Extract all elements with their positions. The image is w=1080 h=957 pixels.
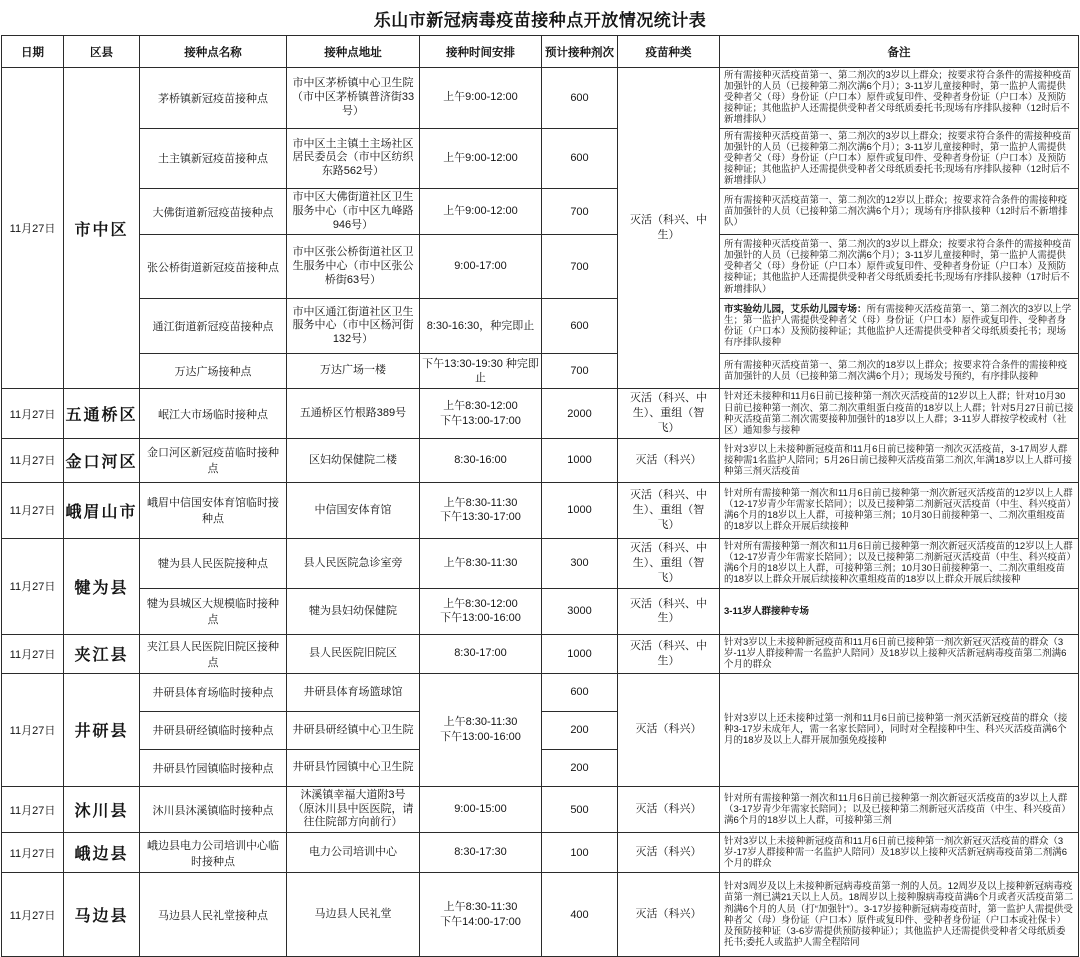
county-cell: 沐川县 bbox=[64, 786, 140, 832]
table-row bbox=[2, 438, 1079, 482]
time-cell: 8:30-17:30 bbox=[420, 833, 542, 873]
remark-cell bbox=[720, 634, 1079, 673]
col-header-county: 区县 bbox=[64, 36, 140, 68]
doses-cell: 600 bbox=[542, 299, 618, 354]
date-cell: 11月27日 bbox=[2, 833, 64, 873]
remark-text: 所有需接种灭活疫苗第一、第二剂次的3岁以上群众；按要求符合条件的需接种疫苗加强针的人员（已接种第二剂次满6个月）；3-11岁儿童接种时，第一监护人需提供受种者父（母）身份证（户口本）原件或复印件、受种者身份证（户口本）及预防接种证；其他监护人还需提供受种者父母纸质委托书;现场有序排队接种（17时后不新增排队） bbox=[724, 239, 1072, 295]
remark-text: 针对还未接种和11月6日前已接种第一剂次灭活疫苗的12岁以上人群；针对10月30日前已接种第一剂次、第二剂次重组蛋白疫苗的18岁以上人群；针对5月27日前已接种灭活疫苗第二剂次需要接种加强针的18岁以上人群；3-11岁人群按学校或村（社区）通知参与接种 bbox=[724, 391, 1074, 436]
vaccine-type-cell: 灭活（科兴、中生） bbox=[618, 634, 720, 673]
col-header-doses: 预计接种剂次 bbox=[542, 36, 618, 68]
remark-text: 针对3岁以上未接种新冠疫苗和11月6日前已接种第一剂次新冠灭活疫苗的群众（3岁-17岁人群接种需一名监护人陪同）及18岁以上接种灭活新冠病毒疫苗第二剂满6个月的群众 bbox=[724, 835, 1068, 870]
remark-cell bbox=[720, 482, 1079, 538]
vaccine-type-cell: 灭活（科兴、中生）、重组（智飞） bbox=[618, 389, 720, 439]
remark-text: 所有需接种灭活疫苗第一、第二剂次的3岁以上群众；按要求符合条件的需接种疫苗加强针的人员（已接种第二剂次满6个月）；3-11岁儿童接种时，第一监护人需提供受种者父（母）身份证（户口本）原件或复印件、受种者身份证（户口本）及预防接种证；其他监护人还需提供受种者父母纸质委托书;现场有序排队接种（12时后不新增排队） bbox=[724, 130, 1072, 186]
table-row bbox=[2, 235, 1079, 299]
doses-cell: 1000 bbox=[542, 482, 618, 538]
county-cell: 市中区 bbox=[64, 68, 140, 389]
header-row bbox=[2, 36, 1079, 68]
remark-cell bbox=[720, 873, 1079, 957]
doses-cell: 300 bbox=[542, 538, 618, 588]
doses-cell: 3000 bbox=[542, 588, 618, 634]
remark-text: 针对所有需接种第一剂次和11月6日前已接种第一剂次新冠灭活疫苗的12岁以上人群（12-17岁青少年需家长陪同）；以及已接种第二剂新冠灭活疫苗（中生、科兴疫苗）满6个月的18岁以上人群，可接种第三剂；10月30日前接种第一、二剂次重组疫苗的18岁以上群众开展后续接种 bbox=[724, 488, 1073, 533]
county-cell: 犍为县 bbox=[64, 538, 140, 634]
doses-cell: 600 bbox=[542, 673, 618, 711]
site-name-cell: 峨边县电力公司培训中心临时接种点 bbox=[140, 833, 287, 873]
site-address-cell: 万达广场一楼 bbox=[287, 354, 420, 389]
site-address-cell: 市中区通江街道社区卫生服务中心（市中区杨河街132号） bbox=[287, 299, 420, 354]
time-cell: 8:30-16:30，种完即止 bbox=[420, 299, 542, 354]
doses-cell: 200 bbox=[542, 711, 618, 749]
site-name-cell: 犍为县城区大规模临时接种点 bbox=[140, 588, 287, 634]
time-cell: 上午8:30-11:30 下午14:00-17:00 bbox=[420, 873, 542, 957]
col-header-vaccine: 疫苗种类 bbox=[618, 36, 720, 68]
vaccine-type-cell: 灭活（科兴） bbox=[618, 786, 720, 832]
table-row bbox=[2, 189, 1079, 235]
doses-cell: 1000 bbox=[542, 438, 618, 482]
site-name-cell: 井研县研经镇临时接种点 bbox=[140, 711, 287, 749]
remark-cell bbox=[720, 389, 1079, 439]
remark-cell bbox=[720, 538, 1079, 588]
site-name-cell: 沐川县沐溪镇临时接种点 bbox=[140, 786, 287, 832]
site-address-cell: 市中区土主镇土主场社区居民委员会（市中区纺织东路562号） bbox=[287, 128, 420, 189]
table-row bbox=[2, 833, 1079, 873]
table-row bbox=[2, 634, 1079, 673]
vaccine-type-cell: 灭活（科兴） bbox=[618, 833, 720, 873]
table-row bbox=[2, 538, 1079, 588]
remark-text: 针对3岁以上未接种新冠疫苗和11月6日前已接种第一剂次新冠灭活疫苗的群众（3岁-11岁人群接种需一名监护人陪同）及18岁以上接种灭活新冠病毒疫苗第二剂满6个月的群众 bbox=[724, 637, 1067, 671]
date-cell: 11月27日 bbox=[2, 873, 64, 957]
doses-cell: 400 bbox=[542, 873, 618, 957]
site-name-cell: 土主镇新冠疫苗接种点 bbox=[140, 128, 287, 189]
site-address-cell: 中信国安体育馆 bbox=[287, 482, 420, 538]
site-address-cell: 市中区大佛街道社区卫生服务中心（市中区九峰路946号） bbox=[287, 189, 420, 235]
site-name-cell: 张公桥街道新冠疫苗接种点 bbox=[140, 235, 287, 299]
site-address-cell: 井研县体育场篮球馆 bbox=[287, 673, 420, 711]
doses-cell: 700 bbox=[542, 189, 618, 235]
site-address-cell: 犍为县妇幼保健院 bbox=[287, 588, 420, 634]
col-header-site-name: 接种点名称 bbox=[140, 36, 287, 68]
date-cell: 11月27日 bbox=[2, 389, 64, 439]
site-name-cell: 大佛街道新冠疫苗接种点 bbox=[140, 189, 287, 235]
site-address-cell: 区妇幼保健院二楼 bbox=[287, 438, 420, 482]
site-address-cell: 马边县人民礼堂 bbox=[287, 873, 420, 957]
site-address-cell: 五通桥区竹根路389号 bbox=[287, 389, 420, 439]
vaccine-type-cell: 灭活（科兴、中生）、重组（智飞） bbox=[618, 538, 720, 588]
site-name-cell: 万达广场接种点 bbox=[140, 354, 287, 389]
remark-text: 针对所有需接种第一剂次和11月6日前已接种第一剂次新冠灭活疫苗的3岁以上人群（3-17岁青少年需家长陪同）；以及已接种第二剂新冠灭活疫苗（中生、科兴疫苗）满6个月的18岁以上人群，可接种第三剂 bbox=[724, 792, 1071, 827]
date-cell: 11月27日 bbox=[2, 68, 64, 389]
site-name-cell: 岷江大市场临时接种点 bbox=[140, 389, 287, 439]
site-name-cell: 峨眉中信国安体育馆临时接种点 bbox=[140, 482, 287, 538]
site-address-cell: 县人民医院急诊室旁 bbox=[287, 538, 420, 588]
vaccine-type-cell: 灭活（科兴） bbox=[618, 873, 720, 957]
county-cell: 峨眉山市 bbox=[64, 482, 140, 538]
table-row bbox=[2, 354, 1079, 389]
table-row bbox=[2, 299, 1079, 354]
time-cell: 上午8:30-11:30 下午13:00-16:00 bbox=[420, 673, 542, 786]
vaccine-type-cell: 灭活（科兴、中生） bbox=[618, 588, 720, 634]
date-cell: 11月27日 bbox=[2, 482, 64, 538]
site-address-cell: 沐溪镇幸福大道附3号（原沐川县中医医院，请往住院部方向前行） bbox=[287, 786, 420, 832]
remark-text: 所有需接种灭活疫苗第一、第二剂次的12岁以上群众；按要求符合条件的需接种疫苗加强针的人员（已接种第二剂次满6个月）；现场有序排队接种（12时后不新增排队） bbox=[724, 195, 1068, 229]
site-address-cell: 井研县研经镇中心卫生院 bbox=[287, 711, 420, 749]
page-title: 乐山市新冠病毒疫苗接种点开放情况统计表 bbox=[373, 11, 707, 30]
county-cell: 五通桥区 bbox=[64, 389, 140, 439]
remark-cell bbox=[720, 68, 1079, 129]
site-name-cell: 犍为县人民医院接种点 bbox=[140, 538, 287, 588]
county-cell: 夹江县 bbox=[64, 634, 140, 673]
remark-text: 针对所有需接种第一剂次和11月6日前已接种第一剂次新冠灭活疫苗的12岁以上人群（12-17岁青少年需家长陪同）；以及已接种第二剂新冠灭活疫苗（中生、科兴疫苗）满6个月的18岁以上人群，可接种第三剂；10月30日前接种第一、二剂次重组疫苗的18岁以上群众开展后续接种次重组疫苗的18岁以上群众开展后续接种 bbox=[724, 541, 1073, 586]
county-cell: 峨边县 bbox=[64, 833, 140, 873]
remark-text: 针对3岁以上未接种新冠疫苗和11月6日前已接种第一剂次灭活疫苗，3-17周岁人群接种需1名监护人陪同；5月26日前已接种灭活疫苗第二剂次,年满18岁以上人群可接种第三剂灭活疫苗 bbox=[724, 443, 1072, 477]
vaccination-table bbox=[1, 35, 1079, 957]
doses-cell: 2000 bbox=[542, 389, 618, 439]
remark-text: 针对3周岁及以上未接种新冠病毒疫苗第一剂的人员。12周岁及以上接种新冠病毒疫苗第一剂已满21天以上人员。18周岁以上接种腺病毒疫苗满6个月或者灭活疫苗第二剂满6个月的人员（打“加强针”）。3-17岁接种新冠病毒疫苗时，第一监护人需提供受种者父（母）身份证（户口本）原件或复印件、受种者身份证（户口本或社保卡）及预防接种证（3-6岁需提供预防接种证）；其他监护人还需提供受种者父母纸质委托书;委托人或监护人需全程陪同 bbox=[724, 881, 1074, 948]
remark-cell bbox=[720, 588, 1079, 634]
remark-cell bbox=[720, 235, 1079, 299]
doses-cell: 500 bbox=[542, 786, 618, 832]
remark-cell bbox=[720, 128, 1079, 189]
remark-bold-text: 3-11岁人群接种专场 bbox=[724, 605, 809, 617]
date-cell: 11月27日 bbox=[2, 438, 64, 482]
remark-text: 针对3岁以上还未接种过第一剂和11月6日前已接种第一剂灭活新冠疫苗的群众（接种3-17岁未成年人，需一名家长陪同），同时对全程接种中生、科兴灭活疫苗满6个月的18岁及以上人群开展加强免疫接种 bbox=[724, 713, 1068, 747]
time-cell: 8:30-17:00 bbox=[420, 634, 542, 673]
date-cell: 11月27日 bbox=[2, 673, 64, 786]
remark-cell bbox=[720, 673, 1079, 786]
site-address-cell: 县人民医院旧院区 bbox=[287, 634, 420, 673]
site-address-cell: 市中区张公桥街道社区卫生服务中心（市中区张公桥街63号） bbox=[287, 235, 420, 299]
site-name-cell: 夹江县人民医院旧院区接种点 bbox=[140, 634, 287, 673]
remark-text: 所有需接种灭活疫苗第一、第二剂次的3岁以上群众；按要求符合条件的需接种疫苗加强针的人员（已接种第二剂次满6个月）；3-11岁儿童接种时，第一监护人需提供受种者父（母）身份证（户口本）原件或复印件、受种者身份证（户口本）及预防接种证；其他监护人还需提供受种者父母纸质委托书;现场有序排队接种（12时后不新增排队） bbox=[724, 70, 1072, 126]
date-cell: 11月27日 bbox=[2, 634, 64, 673]
site-address-cell: 井研县竹园镇中心卫生院 bbox=[287, 749, 420, 786]
doses-cell: 100 bbox=[542, 833, 618, 873]
site-name-cell: 茅桥镇新冠疫苗接种点 bbox=[140, 68, 287, 129]
site-address-cell: 市中区茅桥镇中心卫生院（市中区茅桥镇普济街33号） bbox=[287, 68, 420, 129]
time-cell: 上午9:00-12:00 bbox=[420, 68, 542, 129]
doses-cell: 700 bbox=[542, 354, 618, 389]
county-cell: 井研县 bbox=[64, 673, 140, 786]
date-cell: 11月27日 bbox=[2, 538, 64, 634]
remark-cell bbox=[720, 786, 1079, 832]
county-cell: 金口河区 bbox=[64, 438, 140, 482]
time-cell: 上午8:30-11:30 下午13:30-17:00 bbox=[420, 482, 542, 538]
time-cell: 下午13:30-19:30 种完即止 bbox=[420, 354, 542, 389]
remark-bold-text: 市实验幼儿园，艾乐幼儿园专场： bbox=[724, 304, 867, 316]
time-cell: 上午8:30-12:00 下午13:00-16:00 bbox=[420, 588, 542, 634]
site-name-cell: 金口河区新冠疫苗临时接种点 bbox=[140, 438, 287, 482]
doses-cell: 600 bbox=[542, 128, 618, 189]
doses-cell: 600 bbox=[542, 68, 618, 129]
remark-cell bbox=[720, 438, 1079, 482]
time-cell: 上午8:30-11:30 bbox=[420, 538, 542, 588]
time-cell: 上午9:00-12:00 bbox=[420, 128, 542, 189]
time-cell: 8:30-16:00 bbox=[420, 438, 542, 482]
vaccine-type-cell: 灭活（科兴） bbox=[618, 438, 720, 482]
remark-text: 所有需接种灭活疫苗第一、第二剂次的18岁以上群众；按要求符合条件的需接种疫苗加强针的人员（已接种第二剂次满6个月）；现场发号预约，有序排队接种 bbox=[724, 360, 1068, 383]
vaccine-type-cell: 灭活（科兴、中生） bbox=[618, 68, 720, 389]
date-cell: 11月27日 bbox=[2, 786, 64, 832]
time-cell: 9:00-15:00 bbox=[420, 786, 542, 832]
vaccine-type-cell: 灭活（科兴、中生）、重组（智飞） bbox=[618, 482, 720, 538]
table-row bbox=[2, 588, 1079, 634]
table-row bbox=[2, 389, 1079, 439]
col-header-remarks: 备注 bbox=[720, 36, 1079, 68]
site-address-cell: 电力公司培训中心 bbox=[287, 833, 420, 873]
table-row bbox=[2, 68, 1079, 129]
county-cell: 马边县 bbox=[64, 873, 140, 957]
remark-cell bbox=[720, 833, 1079, 873]
remark-cell bbox=[720, 354, 1079, 389]
time-cell: 上午9:00-12:00 bbox=[420, 189, 542, 235]
table-row bbox=[2, 482, 1079, 538]
col-header-site-address: 接种点地址 bbox=[287, 36, 420, 68]
col-header-date: 日期 bbox=[2, 36, 64, 68]
table-row bbox=[2, 128, 1079, 189]
table-row bbox=[2, 873, 1079, 957]
time-cell: 上午8:30-12:00 下午13:00-17:00 bbox=[420, 389, 542, 439]
table-row bbox=[2, 786, 1079, 832]
site-name-cell: 通江街道新冠疫苗接种点 bbox=[140, 299, 287, 354]
site-name-cell: 马边县人民礼堂接种点 bbox=[140, 873, 287, 957]
doses-cell: 1000 bbox=[542, 634, 618, 673]
remark-text: 所有需接种灭活疫苗第一、第二剂次的3岁以上学生；第一监护人需提供受种者父（母）身份证（户口本）原件或复印件、受种者身份证（户口本）及预防接种证；其他监护人还需提供受种者父母纸质委托书；现场有序排队接种 bbox=[724, 304, 1072, 349]
remark-cell bbox=[720, 189, 1079, 235]
site-name-cell: 井研县体育场临时接种点 bbox=[140, 673, 287, 711]
time-cell: 9:00-17:00 bbox=[420, 235, 542, 299]
remark-cell bbox=[720, 299, 1079, 354]
site-name-cell: 井研县竹园镇临时接种点 bbox=[140, 749, 287, 786]
vaccine-type-cell: 灭活（科兴） bbox=[618, 673, 720, 786]
doses-cell: 700 bbox=[542, 235, 618, 299]
doses-cell: 200 bbox=[542, 749, 618, 786]
table-row bbox=[2, 673, 1079, 711]
col-header-time: 接种时间安排 bbox=[420, 36, 542, 68]
